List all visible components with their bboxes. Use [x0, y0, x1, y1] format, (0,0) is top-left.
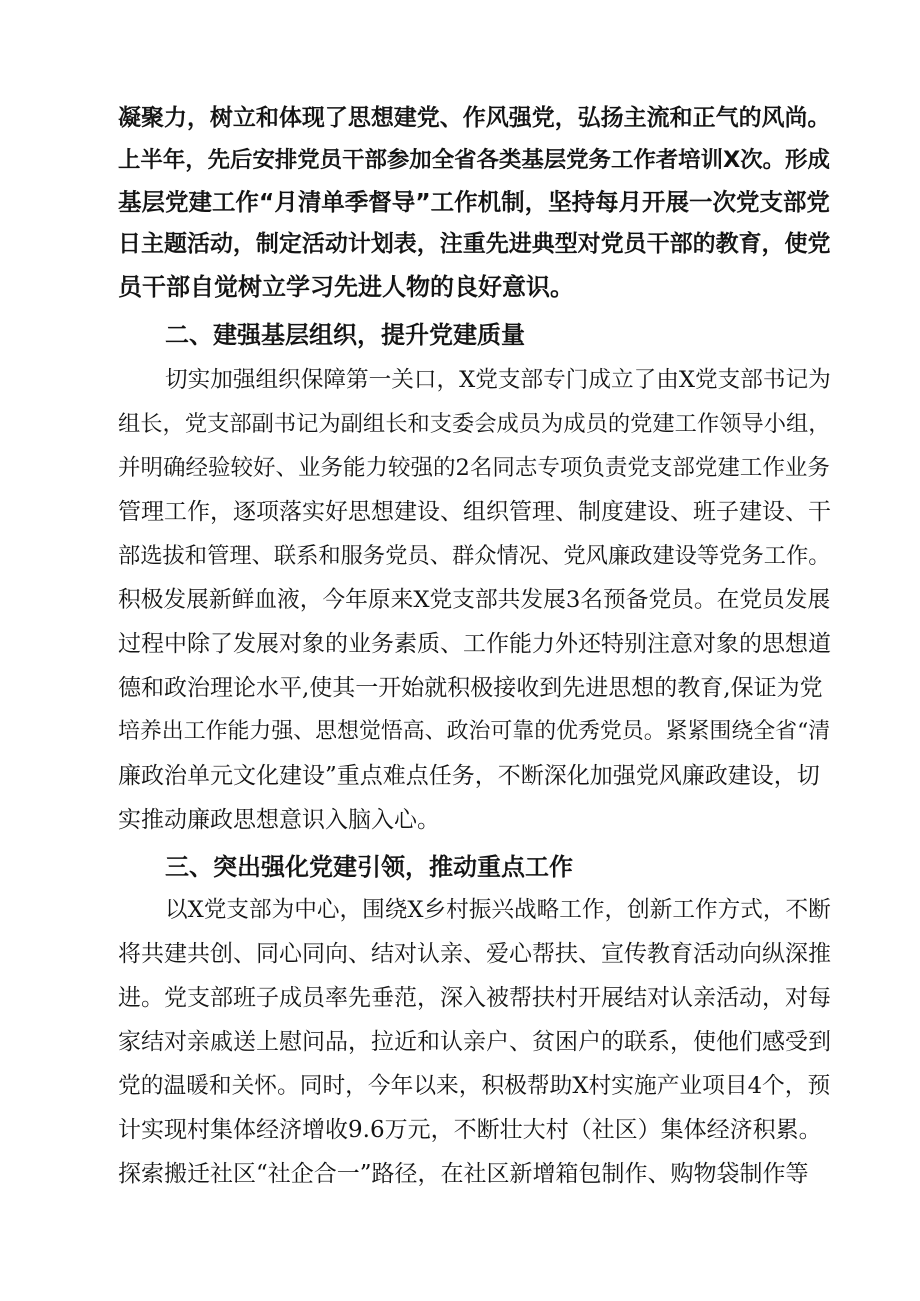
body-text-line: 探索搬迁社区“社企合一”路径，在社区新增箱包制作、购物袋制作等	[118, 1161, 809, 1187]
body-text-line: 凝聚力，树立和体现了思想建党、作风强党，弘扬主流和正气的风尚。	[118, 105, 831, 131]
body-text-line: 上半年，先后安排党员干部参加全省各类基层党务工作者培训X次。形成	[118, 147, 830, 173]
body-text-line: 过程中除了发展对象的业务素质、工作能力外还特别注意对象的思想道	[118, 631, 831, 657]
body-text-line: 德和政治理论水平,使其一开始就积极接收到先进思想的教育,保证为党	[118, 675, 823, 701]
body-text-line: 管理工作，逐项落实好思想建设、组织管理、制度建设、班子建设、干	[118, 499, 831, 525]
body-text-line: 家结对亲戚送上慰问品，拉近和认亲户、贫困户的联系，使他们感受到	[118, 1029, 831, 1055]
body-text-line: 基层党建工作“月清单季督导”工作机制，坚持每月开展一次党支部党	[118, 188, 830, 216]
section-heading-3: 三、突出强化党建引领，推动重点工作	[165, 853, 573, 881]
body-text-line: 以X党支部为中心，围绕X乡村振兴战略工作，创新工作方式，不断	[165, 897, 831, 923]
body-text-line: 党的温暖和关怀。同时，今年以来，积极帮助X村实施产业项目4个，预	[118, 1073, 831, 1099]
body-text-line: 培养出工作能力强、思想觉悟高、政治可靠的优秀党员。紧紧围绕全省“清	[118, 719, 831, 744]
section-heading-2: 二、建强基层组织，提升党建质量	[165, 321, 525, 349]
body-text-line: 实推动廉政思想意识入脑入心。	[118, 807, 440, 833]
body-text-line: 部选拔和管理、联系和服务党员、群众情况、党风廉政建设等党务工作。	[118, 543, 831, 569]
body-text-line: 廉政治单元文化建设”重点难点任务，不断深化加强党风廉政建设，切	[118, 763, 820, 789]
body-text-line: 计实现村集体经济增收9.6万元，不断壮大村（社区）集体经济积累。	[118, 1117, 822, 1143]
body-text-line: 员干部自觉树立学习先进人物的良好意识。	[118, 273, 574, 301]
body-text-line: 并明确经验较好、业务能力较强的2名同志专项负责党支部党建工作业务	[118, 455, 830, 481]
body-text-line: 切实加强组织保障第一关口，X党支部专门成立了由X党支部书记为	[165, 367, 831, 393]
body-text-line: 将共建共创、同心同向、结对认亲、爱心帮扶、宣传教育活动向纵深推	[118, 941, 831, 967]
body-text-line: 日主题活动，制定活动计划表，注重先进典型对党员干部的教育，使党	[118, 231, 831, 257]
body-text-line: 积极发展新鲜血液，今年原来X党支部共发展3名预备党员。在党员发展	[118, 587, 831, 613]
body-text-line: 组长，党支部副书记为副组长和支委会成员为成员的党建工作领导小组，	[118, 411, 831, 437]
body-text-line: 进。党支部班子成员率先垂范，深入被帮扶村开展结对认亲活动，对每	[118, 985, 831, 1011]
